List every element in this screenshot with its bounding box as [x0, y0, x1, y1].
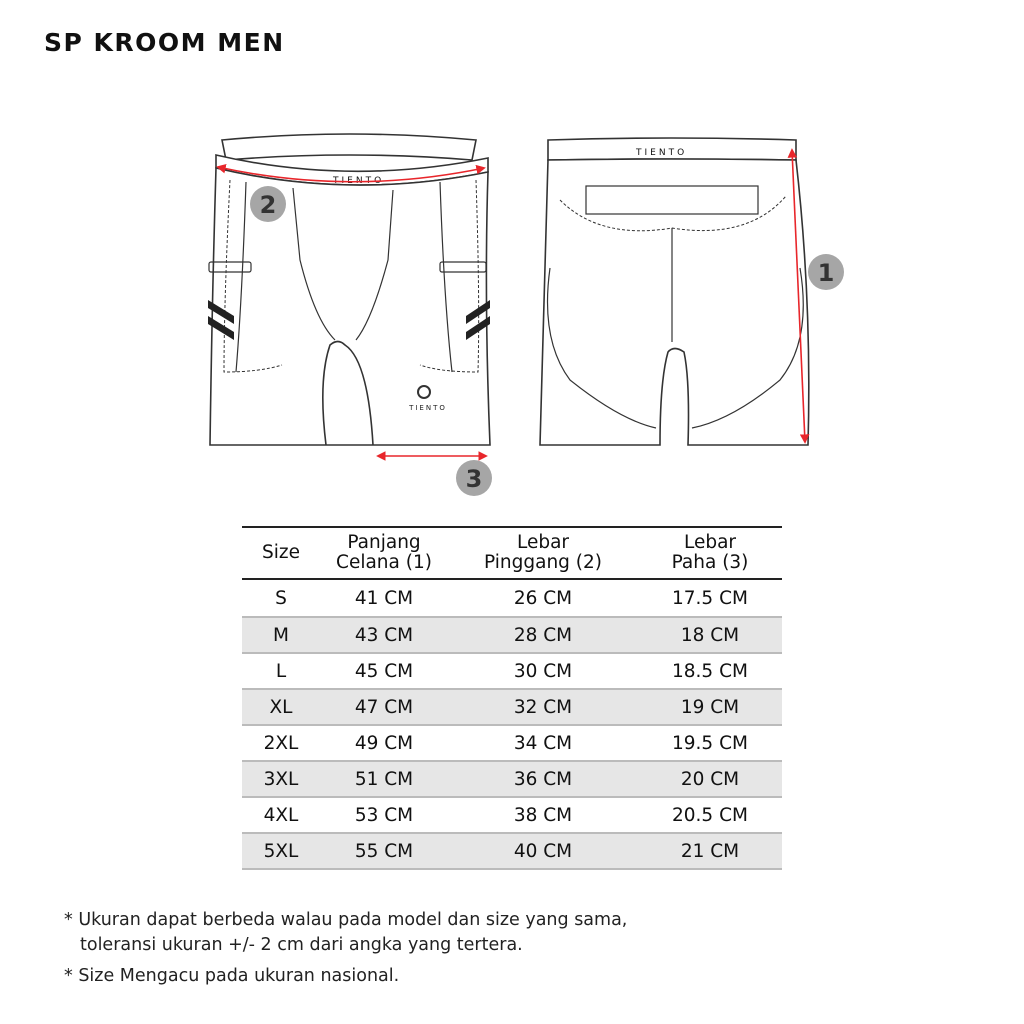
cell-pinggang: 30 CM: [448, 653, 638, 689]
cell-pinggang: 34 CM: [448, 725, 638, 761]
marker-2-label: 2: [259, 191, 277, 219]
marker-1-label: 1: [817, 259, 835, 287]
table-row: [242, 617, 782, 653]
note-national-size-text: * Size Mengacu pada ukuran nasional.: [64, 966, 400, 986]
cell-size: L: [242, 653, 320, 689]
shorts-diagram: [0, 0, 1024, 510]
back-view: [540, 138, 809, 445]
footnotes: [64, 908, 627, 995]
cell-pinggang: 32 CM: [448, 689, 638, 725]
table-header-row: [242, 527, 782, 579]
table-row: [242, 653, 782, 689]
front-logo-text: TIENTO: [409, 404, 447, 412]
cell-panjang: 47 CM: [320, 689, 448, 725]
cell-paha: 18 CM: [638, 617, 782, 653]
marker-1: [808, 254, 844, 290]
back-waistband-text: TIENTO: [636, 148, 688, 158]
cell-panjang: 49 CM: [320, 725, 448, 761]
cell-pinggang: 38 CM: [448, 797, 638, 833]
cell-paha: 19 CM: [638, 689, 782, 725]
page-title: SP KROOM MEN: [44, 28, 285, 57]
cell-paha: 19.5 CM: [638, 725, 782, 761]
cell-panjang: 43 CM: [320, 617, 448, 653]
note-national-size: [64, 964, 627, 989]
marker-3: [456, 460, 492, 496]
table-row: [242, 579, 782, 617]
cell-paha: 18.5 CM: [638, 653, 782, 689]
note-tolerance-line2: toleransi ukuran +/- 2 cm dari angka yang tertera.: [80, 935, 523, 955]
front-view: [209, 134, 490, 445]
cell-pinggang: 36 CM: [448, 761, 638, 797]
cell-panjang: 41 CM: [354, 587, 414, 609]
size-chart-table: [242, 526, 782, 870]
cell-size: M: [242, 617, 320, 653]
cell-size: 2XL: [242, 725, 320, 761]
header-panjang: Panjang Celana (1): [320, 527, 448, 579]
note-tolerance-line1: * Ukuran dapat berbeda walau pada model dan size yang sama,: [64, 910, 628, 930]
cell-pinggang: 40 CM: [448, 833, 638, 869]
cell-panjang: 53 CM: [320, 797, 448, 833]
header-size: Size: [242, 527, 320, 579]
cell-paha: 20 CM: [638, 761, 782, 797]
cell-size: S: [275, 587, 287, 609]
table-row: [242, 689, 782, 725]
cell-size: XL: [242, 689, 320, 725]
cell-paha: 21 CM: [638, 833, 782, 869]
cell-pinggang: 26 CM: [513, 587, 573, 609]
table-row: [242, 797, 782, 833]
table-row: [242, 761, 782, 797]
marker-3-label: 3: [465, 465, 483, 493]
table-row: [242, 725, 782, 761]
header-pinggang: Lebar Pinggang (2): [448, 527, 638, 579]
cell-pinggang: 28 CM: [448, 617, 638, 653]
marker-2: [250, 186, 286, 222]
table-row: [242, 833, 782, 869]
front-waistband-text: TIENTO: [333, 176, 385, 186]
note-tolerance: [64, 908, 627, 958]
cell-panjang: 55 CM: [320, 833, 448, 869]
header-paha: Lebar Paha (3): [638, 527, 782, 579]
cell-size: 5XL: [242, 833, 320, 869]
cell-size: 4XL: [242, 797, 320, 833]
cell-paha: 17.5 CM: [672, 587, 748, 609]
cell-panjang: 45 CM: [320, 653, 448, 689]
cell-panjang: 51 CM: [320, 761, 448, 797]
cell-paha: 20.5 CM: [638, 797, 782, 833]
cell-size: 3XL: [242, 761, 320, 797]
